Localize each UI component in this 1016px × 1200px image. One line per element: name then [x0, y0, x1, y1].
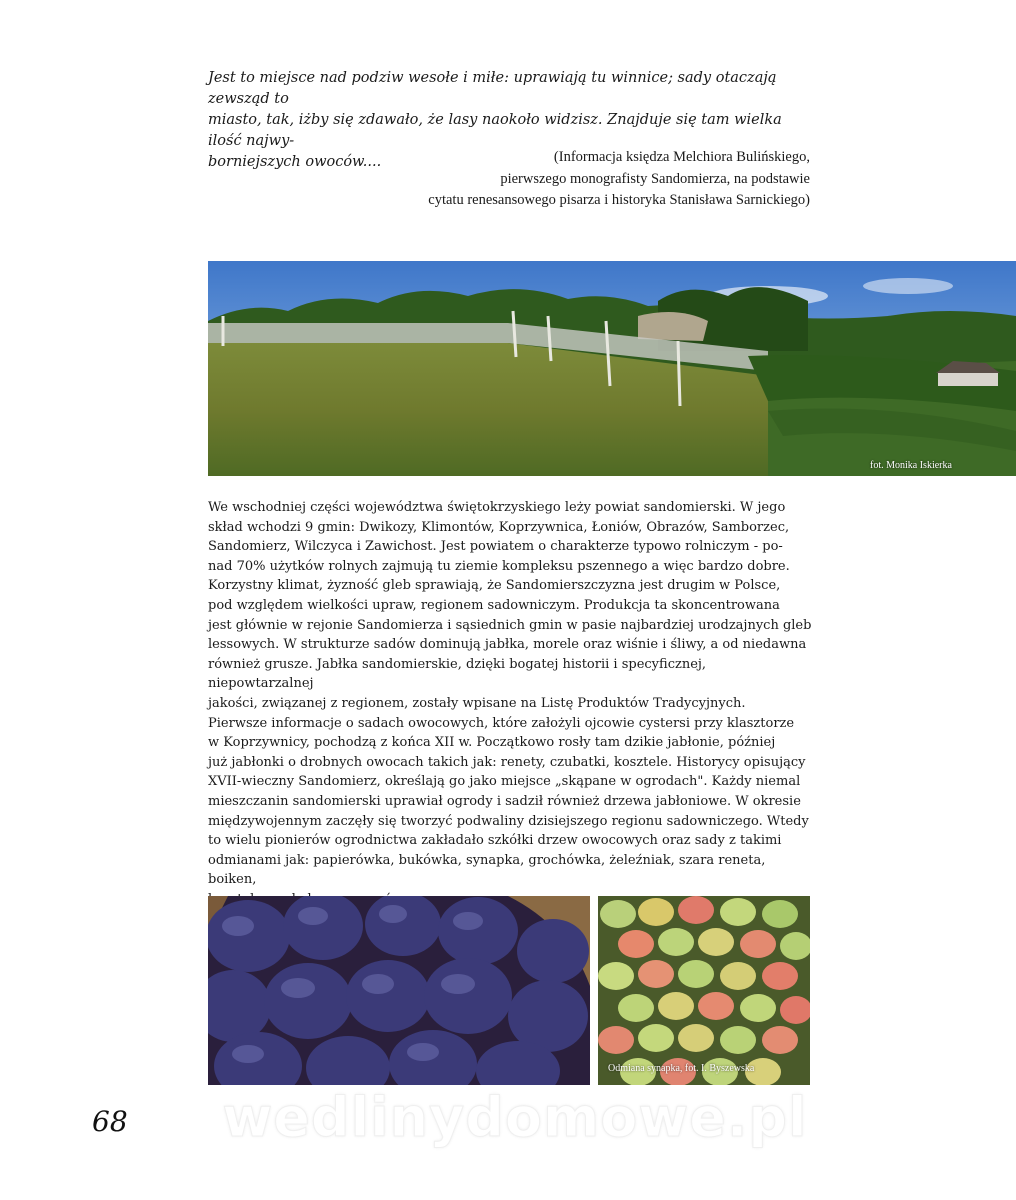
- vineyard-illustration: [208, 261, 1016, 476]
- text-line: jakości, związanej z regionem, zostały wpisane na Listę Produktów Tradycyjnych.: [208, 695, 746, 711]
- text-line: XVII-wieczny Sandomierz, określają go jako miejsce „skąpane w ogrodach". Każdy niemal: [208, 774, 801, 790]
- watermark: wedlinydomowe.pl: [222, 1086, 808, 1149]
- plums-photo: [208, 896, 590, 1085]
- text-line: pod względem wielkości upraw, regionem sadowniczym. Produkcja ta skoncentrowana: [208, 597, 780, 613]
- attribution-line: pierwszego monografisty Sandomierza, na podstawie: [500, 170, 810, 187]
- main-article-text: [208, 498, 813, 909]
- text-line: w Koprzywnicy, pochodzą z końca XII w. Początkowo rosły tam dzikie jabłonie, później: [208, 735, 776, 751]
- apples-photo: [598, 896, 810, 1085]
- page-number: 68: [92, 1105, 128, 1138]
- apples-caption: Odmiana synapka, fot. I. Byszewska: [608, 1063, 755, 1074]
- text-line: już jabłonki o drobnych owocach takich jak: renety, czubatki, kosztele. Historycy opisujący: [208, 754, 806, 770]
- text-line: nad 70% użytków rolnych zajmują tu ziemie kompleksu pszennego a więc bardzo dobre.: [208, 558, 790, 574]
- text-line: Sandomierz, Wilczyca i Zawichost. Jest powiatem o charakterze typowo rolniczym - po-: [208, 539, 783, 555]
- text-line: Pierwsze informacje o sadach owocowych, które założyli ojcowie cystersi przy klasztorze: [208, 715, 795, 731]
- quote-line: borniejszych owoców....: [208, 154, 382, 170]
- text-line: odmianami jak: papierówka, bukówka, synapka, grochówka, żeleźniak, szara reneta, boiken,: [208, 852, 766, 888]
- vineyard-panorama-photo: [208, 261, 1016, 476]
- attribution-line: cytatu renesansowego pisarza i historyka Stanisława Sarnickiego): [428, 192, 810, 208]
- text-line: międzywojennym zaczęły się tworzyć podwaliny dzisiejszego regionu sadowniczego. Wtedy: [208, 813, 809, 829]
- quote-line: Jest to miejsce nad podziw wesołe i miłe: uprawiają tu winnice; sady otaczają zewsząd to: [208, 70, 777, 107]
- text-line: mieszczanin sandomierski uprawiał ogrody i sadził również drzewa jabłoniowe. W okresie: [208, 793, 801, 809]
- attribution-line: (Informacja księdza Melchiora Bulińskiego,: [553, 149, 810, 165]
- text-line: jest głównie w rejonie Sandomierza i sąsiednich gmin w pasie najbardziej urodzajnych gleb: [208, 617, 812, 633]
- quote-attribution: [350, 147, 810, 212]
- text-line: lessowych. W strukturze sadów dominują jabłka, morele oraz wiśnie i śliwy, a od niedawna: [208, 637, 807, 653]
- panorama-caption: fot. Monika Iskierka: [870, 460, 952, 471]
- apples-illustration: [598, 896, 810, 1085]
- plums-illustration: [208, 896, 590, 1085]
- text-line: Korzystny klimat, żyzność gleb sprawiają, że Sandomierszczyzna jest drugim w Polsce,: [208, 578, 781, 594]
- text-line: We wschodniej części województwa świętokrzyskiego leży powiat sandomierski. W jego: [208, 500, 786, 515]
- text-line: również grusze. Jabłka sandomierskie, dzięki bogatej historii i specyficznej, niepowtarzalnej: [208, 656, 707, 692]
- text-line: to wielu pionierów ogrodnictwa zakładało szkółki drzew owocowych oraz sady z takimi: [208, 833, 782, 849]
- quote-line: miasto, tak, iżby się zdawało, że lasy naokoło widzisz. Znajduje się tam wielka ilość najwy-: [208, 112, 782, 149]
- text-line: skład wchodzi 9 gmin: Dwikozy, Klimontów, Koprzywnica, Łoniów, Obrazów, Samborzec,: [208, 519, 790, 535]
